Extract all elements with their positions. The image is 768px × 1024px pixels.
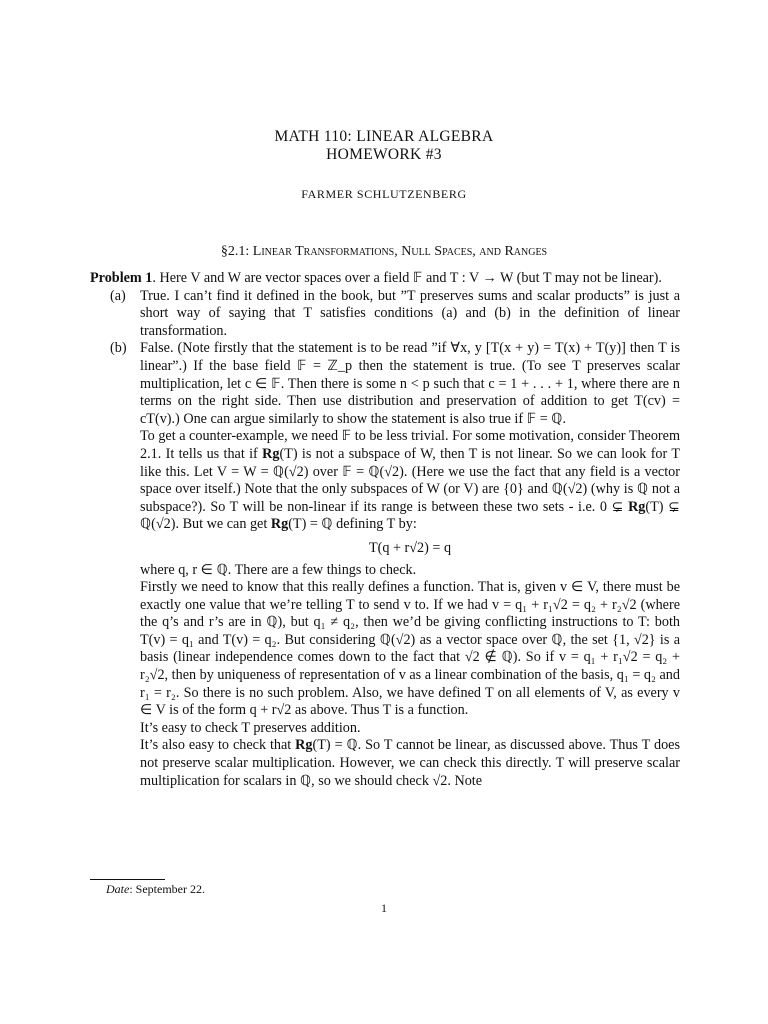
date-value: : September 22. — [129, 882, 205, 896]
part-b-paragraph-3: where q, r ∈ ℚ. There are a few things to check. — [140, 561, 417, 578]
title-line-2: HOMEWORK #3 — [326, 146, 442, 163]
rg-symbol: Rg — [262, 445, 280, 462]
part-b-paragraph-5: It’s easy to check T preserves addition. — [140, 719, 361, 736]
footnote-rule — [90, 879, 165, 880]
part-b-paragraph-1: False. (Note firstly that the statement is to be read ”if ∀x, y [T(x + y) = T(x) + T(y)] then T is linear”.) If the base field 𝔽 = ℤ_p then the statement is true. (To see T preserves scalar multiplication, let c ∈ 𝔽. Then there is some n < p such that c = 1 + . . . + 1, where there are n terms on the right side. Then use distribution and preservation of addition to get T(cv) = cT(v).) One can argue similarly to show the statement is also true if 𝔽 = ℚ. — [140, 340, 680, 427]
part-b-paragraph-2: To get a counter-example, we need 𝔽 to be less trivial. For some motivation, consider Theorem 2.1. It tells us that if Rg(T) is not a subspace of W, then T is not linear. So we can look for T like this. Let V = W = ℚ(√2) over 𝔽 = ℚ(√2). (Here we use the fact that any field is a vector space over itself.) Note that the only subspaces of W (or V) are {0} and ℚ(√2) (why is ℚ not a subspace?). So T will be non-linear if its range is between these two sets - i.e. 0 ⊊ Rg(T) ⊊ ℚ(√2). But we can get Rg(T) = ℚ defining T by: — [140, 428, 680, 533]
problem-label: Problem 1 — [90, 270, 153, 286]
section-number: §2.1: — [220, 244, 253, 259]
part-a — [90, 288, 680, 341]
rg-symbol: Rg — [628, 498, 646, 515]
part-a-text: True. I can’t find it defined in the book, but ”T preserves sums and scalar products” is just a short way of saying that T satisfies conditions (a) and (b) in the definition of linear transformation. — [140, 287, 680, 339]
section-heading — [0, 244, 768, 260]
date-label: Date — [106, 882, 130, 896]
footnote-date — [106, 882, 205, 897]
part-a-label: (a) — [110, 287, 126, 304]
section-title: Linear Transformations, Null Spaces, and Ranges — [252, 244, 548, 259]
author: FARMER SCHLUTZENBERG — [301, 187, 467, 201]
problem-body — [90, 270, 680, 790]
part-b-paragraph-6: It’s also easy to check that Rg(T) = ℚ. So T cannot be linear, as discussed above. Thus T does not preserve scalar multiplication. However, we can check this directly. T will preserve scalar multiplication for scalars in ℚ, so we should check √2. Note — [140, 737, 680, 789]
display-equation: T(q + r√2) = q — [368, 539, 452, 556]
rg-symbol: Rg — [270, 516, 289, 533]
part-b — [90, 340, 680, 790]
page-number: 1 — [381, 901, 387, 915]
part-b-label: (b) — [110, 340, 127, 357]
part-b-paragraph-4: Firstly we need to know that this really defines a function. That is, given v ∈ V, there must be exactly one value that we’re telling T to send v to. If we had v = q₁ + r₁√2 = q₂ + r₂√2 (where the q’s and r’s are in ℚ), but q₁ ≠ q₂, then we’d be giving conflicting instructions to T: both T(v) = q₁ and T(v) = q₂. But considering ℚ(√2) as a vector space over ℚ, the set {1, √2} is a basis (linear independence comes down to the fact that √2 ∉ ℚ). So if v = q₁ + r₁√2 = q₂ + r₂√2, then by uniqueness of representation of v as a linear combination of the basis, q₁ = q₂ and r₁ = r₂. So there is no such problem. Also, we have defined T on all elements of V, as every v ∈ V is of the form q + r√2 as above. Thus T is a function. — [140, 579, 680, 719]
title-line-1: MATH 110: LINEAR ALGEBRA — [274, 128, 494, 145]
problem-intro: Problem 1. Here V and W are vector spaces over a field 𝔽 and T : V → W (but T may not be linear). — [90, 270, 662, 286]
rg-symbol: Rg — [295, 737, 313, 754]
